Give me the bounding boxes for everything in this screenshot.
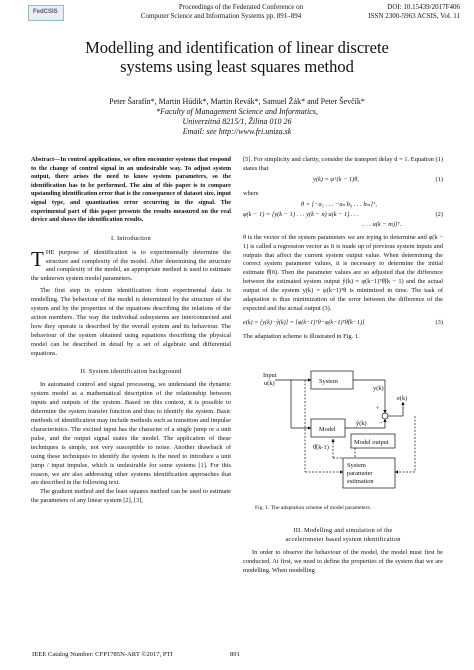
header-doi: DOI: 10.15439/2017F406 bbox=[387, 3, 460, 11]
figure-plus-label: + bbox=[376, 405, 380, 412]
equation-2-phi-cont: . . . u(k − m)]ᵀ. bbox=[363, 220, 402, 228]
figure-estimation-line1: System bbox=[347, 462, 366, 469]
section-3-heading-line2: accelerometer based system identification bbox=[285, 535, 401, 543]
figure-input-label: Input bbox=[263, 372, 277, 379]
header-doi-block bbox=[330, 3, 460, 20]
equation-1-body: y(k) = φᵀ(k − 1)θ, bbox=[313, 175, 359, 183]
right-column-lower bbox=[243, 504, 443, 575]
section-2-heading: II. System identification background bbox=[80, 367, 182, 375]
title-line1: Modelling and identification of linear discrete bbox=[85, 38, 389, 57]
section-3-heading-line1: III. Modelling and simulation of the bbox=[293, 526, 393, 534]
where-label: where bbox=[243, 189, 259, 197]
header-line1: Proceedings of the Federated Conference on bbox=[178, 3, 304, 11]
equation-1 bbox=[243, 176, 443, 190]
figure-model-label: Model bbox=[319, 426, 336, 433]
figure-estimation-line3: estimation bbox=[347, 478, 374, 485]
right-paragraph-3: The adaptation scheme is illustrated in Fig. 1. bbox=[243, 332, 360, 340]
left-column bbox=[31, 156, 231, 506]
header-line2: Computer Science and Information Systems pp. 891–894 bbox=[140, 11, 302, 20]
intro-p1-text: HE purpose of identification is to experimentally determine the structure and complexity of the model. After determining the structure and complexity of the model, an appropriate method is used to estimate the unknown system model parameters. bbox=[31, 248, 231, 283]
header-proceedings bbox=[140, 3, 316, 20]
abstract: Abstract—In control applications, we often encounter systems that respond to the change of control signal in an undesirable way. To adjust system output, there arises the need to know system parameters, so the identification has to be performed. The aim of this paper is to compare upstanding identification error that is the consequence of dataset size, input signal type, and quantization error occurring in the signal. The experimental part of this paper presents the results measured on the real device and shows the identification results. bbox=[31, 156, 231, 224]
modelling-paragraph: In order to observe the behaviour of the model, the model must first be conducted. At first, we need to define the properties of the system that we are modelling. When modelling bbox=[243, 548, 443, 574]
figure-estimation-line2: parameter bbox=[347, 470, 373, 477]
right-paragraph-2: θ is the vector of the system parameters we are trying to determine and φ(k − 1) is called a regression vector as it is made up of previous system inputs and outputs that affect the current system output value. When determining the correct system parameter values, it is necessary to determine the initial estimate θ̂(0). Then the parameter values are so adjusted that the difference between the estimated system output ŷ(k) = φ(k−1)ᵀθ̂(k − 1) and the actual output of the system y(k) = φ(k−1)ᵀθ is minimized in time. The task of adaptation is thus minimization of the error between the difference of the expected and the actual output (3). bbox=[243, 233, 443, 312]
figure-thetahat-label: θ̂(k-1) bbox=[313, 444, 329, 451]
conference-logo: FedCSIS bbox=[28, 5, 64, 21]
author-block bbox=[20, 97, 454, 137]
footer-catalog: IEEE Catalog Number: CFP1785N-ART ©2017, PTI bbox=[32, 651, 173, 658]
equation-3-body: e(k) = [y(k)−ŷ(k)] = [φ(k−1)ᵀθ−φ(k−1)ᵀθ̂(k−1)] bbox=[243, 318, 365, 326]
equation-3 bbox=[243, 319, 443, 333]
intro-paragraph-1 bbox=[31, 246, 231, 285]
right-paragraph-1: [5]. For simplicity and clarity, consider the transport delay d = 1. Equation (1) states that bbox=[243, 156, 443, 172]
figure-yk-label: y(k) bbox=[373, 385, 384, 392]
equation-1-number: (1) bbox=[435, 175, 443, 183]
right-column bbox=[243, 156, 443, 342]
author-names: Peter Šarafín*, Martin Húdik*, Martin Revák*, Samuel Žák* and Peter Ševčík* bbox=[109, 97, 365, 106]
title-line2: systems using least squares method bbox=[120, 57, 354, 76]
equation-2 bbox=[243, 201, 443, 231]
equation-2-theta: θ = [−a₁ . . . −aₙ b₀ . . . bₘ]ᵀ, bbox=[301, 200, 378, 208]
section-1-heading: I. Introduction bbox=[111, 234, 151, 242]
summing-junction bbox=[382, 413, 388, 419]
figure-ek-label: e(k) bbox=[397, 395, 408, 402]
figure-model-output-label: Model output bbox=[354, 439, 389, 446]
equation-2-number: (2) bbox=[435, 210, 443, 218]
figure-yhat-label: ŷ(k) bbox=[356, 420, 367, 427]
figure-minus-label: − bbox=[379, 420, 383, 427]
background-paragraph-2: The gradient method and the least squares method can be used to estimate the parameters of any linear system [2], [3], bbox=[31, 488, 231, 505]
equation-3-number: (3) bbox=[435, 318, 443, 326]
header-issn: ISSN 2300-5963 ACSIS, Vol. 11 bbox=[368, 11, 460, 20]
footer-page-number: 891 bbox=[230, 651, 240, 658]
author-affiliation: *Faculty of Management Science and Informatics, bbox=[156, 107, 318, 116]
author-address: Univerzitná 8215/1, Žilina 010 26 bbox=[182, 117, 292, 126]
paper-title bbox=[20, 38, 454, 76]
drop-cap: T bbox=[31, 246, 44, 271]
background-paragraph-1: In automated control and signal processing, we understand the dynamic system model as a mathematical description of the relationship between inputs and outputs of the system. Based on this context, it is possible to determine the system transfer function and thus to identify the system. Basic methods of identification may include methods such as transition and impulse characteristics. The excited input has the character of a single jump or a unit pulse, and the output signal states the model. The application of these techniques is simple, not very susceptible to noise. Another drawback of using these techniques to identify the system is the need to introduce a unit jump / input impulse, which is undesirable for some systems [1]. For this reason, we are also addressing other systems identification approaches that are described in the following text. bbox=[31, 381, 231, 487]
adaptation-scheme-figure bbox=[243, 366, 443, 496]
author-contact: Email: see http://www.fri.uniza.sk bbox=[182, 127, 292, 136]
figure-system-label: System bbox=[319, 378, 338, 385]
intro-paragraph-2: The first step in system identification from experimental data is modelling. The behaviour of the model is determined by the structure of the system and by the properties of the equations describing the relations of the action members. The way the individual subsystems are interconnected and how they operate is described by the overall system and its behaviour. The behaviour of the system obtained using equations describing the physical model can be described in detail by a set of algebraic and differential equations. bbox=[31, 287, 231, 357]
figure-uk-label: u(k) bbox=[264, 380, 275, 387]
figure-caption: Fig. 1. The adaptation scheme of model parameters. bbox=[255, 505, 372, 511]
equation-2-phi: φ(k − 1) = [y(k − 1) . . . y(k − n) u(k − 1) . . . bbox=[243, 210, 359, 218]
